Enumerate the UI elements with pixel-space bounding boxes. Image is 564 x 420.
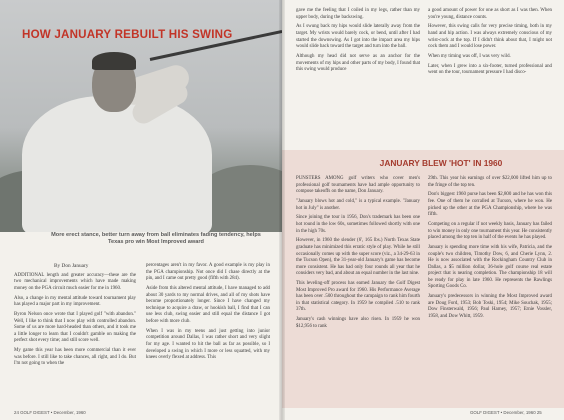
left-column-1 xyxy=(14,263,136,409)
paragraph: Don's biggest 1960 purse has been $2,800 and he has won this fee. One of them he corralled at Tucson, where he won. He picked up the other at the PGA Championship, where he was fifth. xyxy=(428,192,552,218)
paragraph: a good amount of power for one as short as I was then. When you're young, distance counts. xyxy=(428,8,552,20)
right-column-2 xyxy=(428,8,552,148)
left-folio: 24 GOLF DIGEST • December, 1960 xyxy=(14,410,86,415)
paragraph: January is spending more time with his wife, Patricia, and the couple's two children, Timothy Dow, 6, and Cherie Lynn, 2. He is now associated with the Rockingham Country Club in Dallas, a $5 million dollar, 36-hole golf course real estate project that is nearing completion. The championship 18 will be ready for play in late 1960. He represents the Rawlings Sporting Goods Co. xyxy=(428,244,552,290)
paragraph: "January blows hot and cold," is a typical example. "January hot in July" is another. xyxy=(296,198,420,211)
paragraph: However, this swing calls for very precise timing, both in my hand and hip action. I was always extremely conscious of my wrist-cock at the top. If I didn't think about that, I might not cock them and I would lose power. xyxy=(428,24,552,50)
paragraph: ADDITIONAL length and greater accuracy—these are the two mechanical improvements which have made making money on the PGA circuit much easier for me in 1960. xyxy=(14,272,136,291)
right-column-1 xyxy=(296,8,420,148)
paragraph: percentages aren't in my favor. A good example is my play in the PGA championship. Not once did I chase directly at the pin, and I came out pretty good (fifth with 284). xyxy=(146,263,270,282)
paragraph: Later, when I grew into a six-footer, turned professional and went on the tour, tournament pressure I had disco- xyxy=(428,63,552,76)
paragraph: Aside from this altered mental attitude, I have managed to add about 30 yards to my normal drives, and all of my shots have become proportionately longer. Since I have changed my technique to acquire a draw, or hookish ball, I find that I can use less club, swing easier and still equal the distance I got before with more club. xyxy=(146,285,270,324)
photo-caption: More erect stance, better turn away from ball eliminates fading tendency, helps Texas pro win Most Improved award xyxy=(51,232,261,246)
paragraph: However, in 1960 the slender (6', 165 lbs.) North Texas State graduate has minimized this erratic style of play. While he still occasionally comes up with the super score (viz., a 34-29-63 in the Tucson Open), the 31-year-old January's game has become more consistent. He has had only four rounds all year that he considers very bad, and about an equal number in the last nine. xyxy=(296,238,420,277)
paragraph: January's cash winnings have also risen. In 1959 he won $12,956 to rank xyxy=(296,317,420,329)
right-folio: GOLF DIGEST • December, 1960 25 xyxy=(470,410,542,415)
paragraph: As I swung back my hips would slide laterally away from the target. My wrists would barely cock, or bend, until after I had started the downswing. As I got into the impact area my hips would slide back toward the target and turn into the ball. xyxy=(296,24,420,50)
paragraph: Competing on a regular if not weekly basis, January has failed to win money in only one tournament this year. He consistently placed among the top ten in half of the events he has played. xyxy=(428,221,553,241)
article-headline: HOW JANUARY REBUILT HIS SWING xyxy=(22,28,233,41)
paragraph: Since joining the tour in 1956, Don's trademark has been one hot round in the low 60s, sometimes followed shortly with one in the high 70s. xyxy=(296,215,420,234)
byline: By Don January xyxy=(54,263,89,269)
sidebar-column-1 xyxy=(296,176,420,402)
paragraph: 29th. This year his earnings of over $22,000 lifted him up to the fringe of the top ten. xyxy=(428,176,552,188)
sidebar-column-2 xyxy=(428,176,552,402)
paragraph: PUNSTERS AMONG golf writers who cover men's professional golf tournaments have had ample opportunity to compose takeoffs on the name, Don January. xyxy=(296,176,420,195)
page-gutter xyxy=(279,0,285,420)
paragraph: My game this year has been more commercial than it ever was before. I still like to take chances, all right, and I do. But I'm not going to when the xyxy=(14,348,136,367)
paragraph: When my timing was off, I was very wild. xyxy=(428,53,511,59)
paragraph: Byron Nelson once wrote that I played golf "with abandon." Well, I like to think that I now play with controlled abandon. Some of us are more hard-headed than others, and it took me a little longer to learn that I couldn't gamble on making the perfect shot every time; and still score well. xyxy=(14,311,136,344)
paragraph: This leveling-off process has earned January the Golf Digest Most Improved Pro award for 1960. His Performance Average has been over .500 throughout the campaign to rank him fourth in that statistical category. In 1959 he compiled .510 to rank 37th. xyxy=(296,281,420,313)
sidebar-title: JANUARY BLEW 'HOT' IN 1960 xyxy=(379,158,503,168)
paragraph: Also, a change in my mental attitude toward tournament play has played a major part in my improvement. xyxy=(14,295,136,308)
paragraph: gave me the feeling that I coiled in my legs, rather than my upper body, during the backswing. xyxy=(296,8,420,20)
paragraph: January's predecessors in winning the Most Improved award are Doug Ford, 1953; Bob Toski, 1954; Mike Souchak, 1955; Dow Finsterwald, 1956; Paul Harney, 1957; Ernie Vossler, 1958, and Dow Whitt, 1959. xyxy=(428,294,552,320)
left-column-2 xyxy=(146,263,270,409)
paragraph: When I was in my teens and just getting into junior competition around Dallas, I was rather short and very slight for my age. I wanted to hit the ball as far as possible, so I developed a swing in which I more or less squatted, with my knees overly flexed at address. This xyxy=(146,328,270,361)
paragraph: Although my head did not serve as an anchor for the movements of my hips and other parts of my body, I found that this swing would produce xyxy=(296,53,420,73)
